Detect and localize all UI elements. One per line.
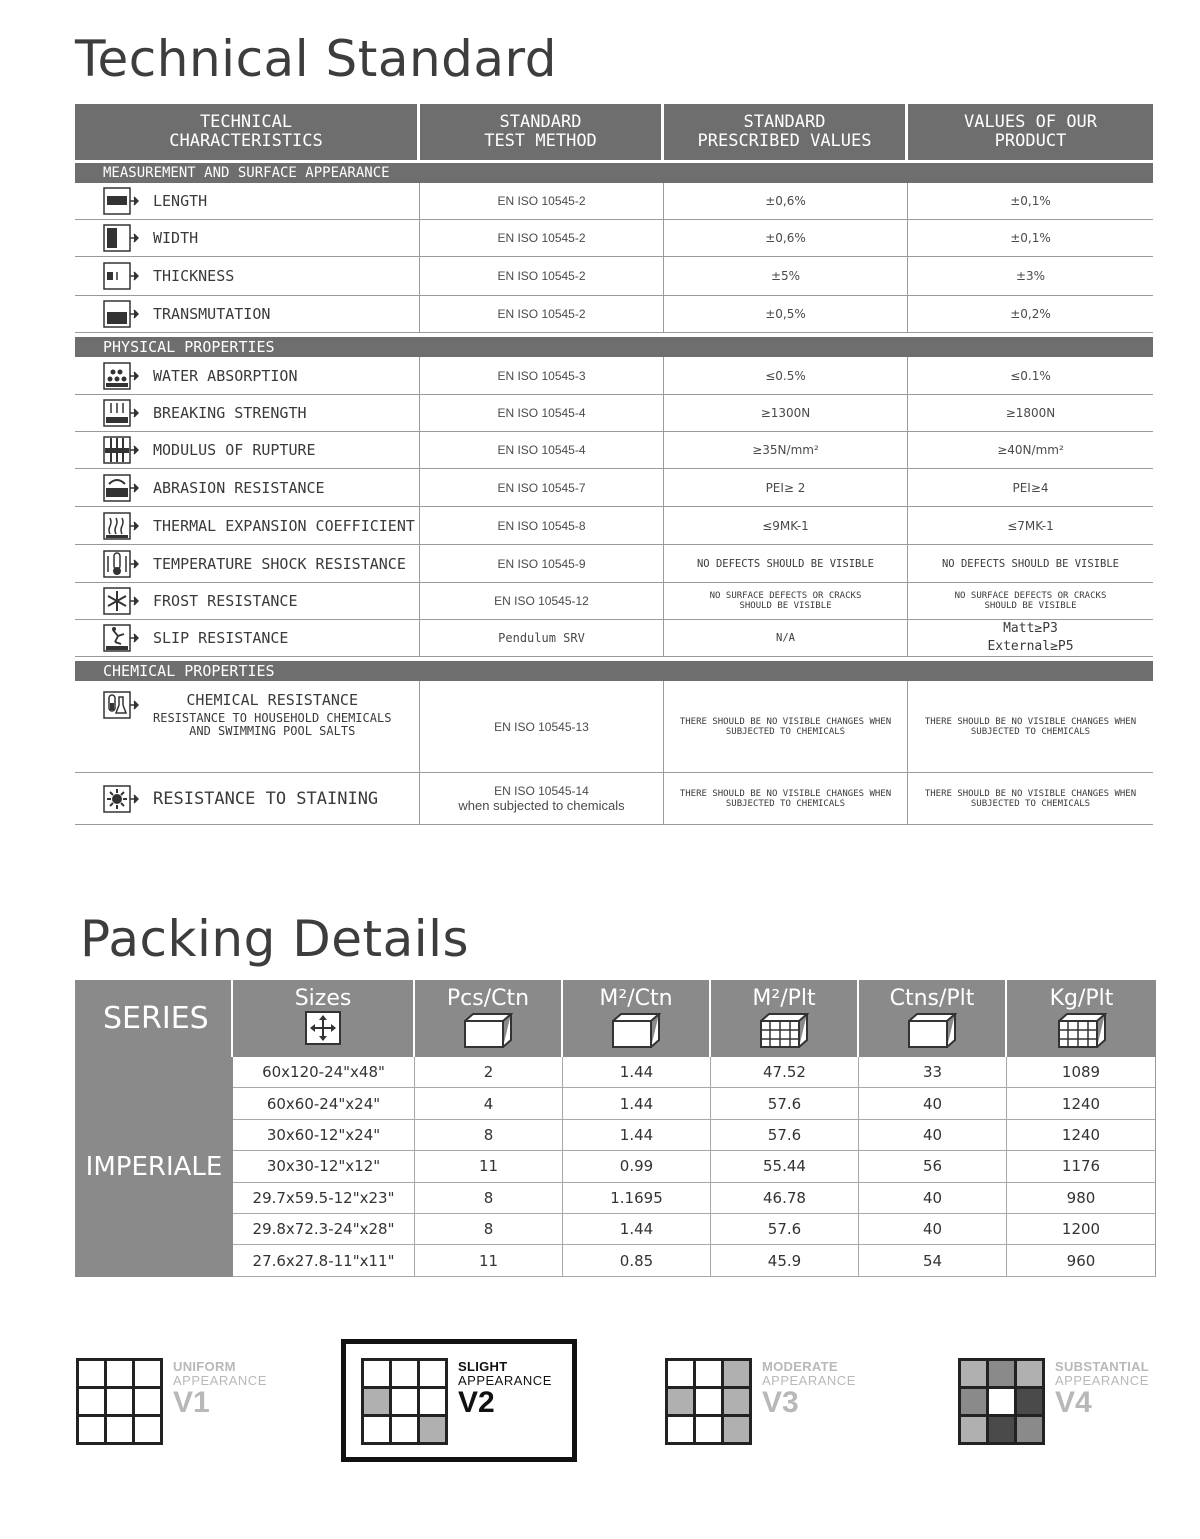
size-cell: 29.8x72.3-24"x28"	[233, 1214, 415, 1244]
characteristic-cell	[75, 220, 420, 256]
value-cell: 11	[415, 1245, 563, 1275]
width-icon	[103, 224, 139, 252]
grade-label	[1055, 1360, 1149, 1418]
table-row	[75, 432, 1153, 469]
characteristic-subname: RESISTANCE TO HOUSEHOLD CHEMICALS AND SWIMMING POOL SALTS	[153, 711, 392, 738]
table-row	[75, 545, 1153, 583]
series-name: IMPERIALE	[75, 1057, 233, 1277]
tile-cell	[364, 1417, 389, 1442]
characteristic-name: FROST RESISTANCE	[153, 592, 298, 610]
value-cell: 2	[415, 1057, 563, 1087]
product-value: PEI≥4	[1012, 480, 1049, 495]
characteristic-label-group	[153, 267, 234, 285]
technical-table-header	[75, 104, 1153, 160]
table-row	[75, 469, 1153, 507]
prescribed-value: NO SURFACE DEFECTS OR CRACKS SHOULD BE VISIBLE	[664, 583, 908, 619]
packing-details-title: Packing Details	[80, 910, 470, 968]
characteristic-name: LENGTH	[153, 192, 208, 210]
pallet-icon	[759, 1011, 809, 1049]
product-value: ≥40N/mm²	[997, 443, 1064, 457]
thermal-expansion-icon	[103, 512, 139, 540]
test-method-cell	[420, 395, 664, 431]
header-sizes: Sizes	[233, 980, 415, 1057]
prescribed-value: ≥35N/mm²	[664, 432, 908, 468]
tile-cell	[420, 1361, 445, 1386]
section-band: PHYSICAL PROPERTIES	[75, 337, 1153, 357]
chemical-icon	[103, 691, 139, 719]
size-cell: 60x60-24"x24"	[233, 1088, 415, 1118]
table-row	[75, 220, 1153, 257]
section-band: CHEMICAL PROPERTIES	[75, 661, 1153, 681]
thermometer-icon	[103, 550, 139, 578]
characteristic-cell	[75, 507, 420, 544]
prescribed-value: NO DEFECTS SHOULD BE VISIBLE	[664, 545, 908, 582]
characteristic-cell	[75, 681, 420, 772]
test-method-cell	[420, 507, 664, 544]
characteristic-cell	[75, 432, 420, 468]
staining-icon	[103, 785, 139, 813]
technical-table-body	[75, 163, 1153, 825]
prescribed-value: ≤9MK-1	[664, 507, 908, 544]
tile-cell	[961, 1361, 986, 1386]
characteristic-name: CHEMICAL RESISTANCE	[186, 691, 358, 709]
header-m2-plt: M²/Plt	[711, 980, 859, 1057]
characteristic-cell	[75, 620, 420, 656]
tile-cell	[364, 1389, 389, 1414]
value-cell: 40	[859, 1214, 1007, 1244]
value-cell: 1240	[1061, 1094, 1101, 1113]
table-row	[233, 1151, 1155, 1182]
tile-cell	[79, 1361, 104, 1386]
product-value: ±3%	[1015, 269, 1046, 283]
characteristic-name: TEMPERATURE SHOCK RESISTANCE	[153, 554, 406, 573]
characteristic-name: TRANSMUTATION	[153, 305, 271, 323]
tile-cell	[989, 1417, 1014, 1442]
product-value: NO DEFECTS SHOULD BE VISIBLE	[941, 557, 1119, 570]
characteristic-label-group	[153, 629, 288, 647]
table-row	[233, 1057, 1155, 1088]
value-cell: 1.44	[563, 1088, 711, 1118]
header-test-method: STANDARD TEST METHOD	[420, 104, 664, 160]
value-cell: 1176	[1061, 1157, 1101, 1176]
header-m2-ctn: M²/Ctn	[563, 980, 711, 1057]
value-cell: 1089	[1061, 1063, 1101, 1082]
value-cell: 960	[1066, 1251, 1096, 1270]
table-row	[75, 357, 1153, 395]
tile-cell	[364, 1361, 389, 1386]
modulus-rupture-icon	[103, 436, 139, 464]
snowflake-icon	[103, 587, 139, 615]
packing-table-body	[75, 1057, 1156, 1277]
value-cell: 0.99	[563, 1151, 711, 1181]
tile-cell	[135, 1389, 160, 1414]
header-characteristics: TECHNICAL CHARACTERISTICS	[75, 104, 420, 160]
test-method-cell	[420, 681, 664, 772]
characteristic-label-group	[153, 592, 298, 610]
value-cell: 55.44	[711, 1151, 859, 1181]
prescribed-value: ≥1300N	[664, 395, 908, 431]
tile-cell	[961, 1389, 986, 1414]
tile-cell	[420, 1417, 445, 1442]
value-cell: 8	[415, 1214, 563, 1244]
characteristic-cell	[75, 296, 420, 332]
table-row	[75, 257, 1153, 296]
grade-title: SUBSTANTIAL	[1055, 1359, 1150, 1374]
test-method: EN ISO 10545-8	[497, 518, 586, 533]
test-method-cell	[420, 432, 664, 468]
thickness-icon	[103, 262, 139, 290]
product-value: ±0,1%	[1010, 231, 1051, 245]
table-row	[75, 183, 1153, 220]
value-cell: 54	[859, 1245, 1007, 1275]
grade-title: UNIFORM	[173, 1359, 236, 1374]
test-method-cell	[420, 257, 664, 295]
move-arrows-icon	[305, 1011, 341, 1045]
product-value: THERE SHOULD BE NO VISIBLE CHANGES WHEN SUBJECTED TO CHEMICALS	[924, 716, 1137, 737]
characteristic-cell	[75, 469, 420, 506]
value-cell: 40	[859, 1183, 1007, 1213]
test-method: EN ISO 10545-4	[497, 443, 586, 457]
table-row	[233, 1245, 1155, 1276]
tile-grid-icon	[361, 1358, 448, 1445]
tile-grid-icon	[76, 1358, 163, 1445]
grade-v1	[76, 1358, 267, 1445]
test-method-cell	[420, 620, 664, 656]
grade-subtitle: APPEARANCE	[1055, 1373, 1149, 1388]
product-value: ≤0.1%	[1010, 368, 1051, 383]
packing-table-header	[75, 980, 1156, 1057]
tile-grid-icon	[958, 1358, 1045, 1445]
grade-label	[458, 1360, 552, 1418]
characteristic-cell	[75, 583, 420, 619]
section-band: MEASUREMENT AND SURFACE APPEARANCE	[75, 163, 1153, 183]
tile-cell	[79, 1389, 104, 1414]
packing-rows	[233, 1057, 1156, 1277]
characteristic-label-group	[153, 691, 391, 738]
grade-subtitle: APPEARANCE	[458, 1373, 552, 1388]
test-method-cell	[420, 220, 664, 256]
characteristic-label-group	[153, 404, 307, 422]
product-value: Matt≥P3 External≥P5	[987, 621, 1074, 654]
grade-v3	[665, 1358, 856, 1445]
water-absorption-icon	[103, 362, 139, 390]
tile-cell	[392, 1417, 417, 1442]
tile-cell	[724, 1389, 749, 1414]
value-cell: 1.44	[563, 1120, 711, 1150]
test-method-cell	[420, 773, 664, 824]
table-row	[75, 395, 1153, 432]
tile-cell	[724, 1417, 749, 1442]
characteristic-cell	[75, 545, 420, 582]
characteristic-name: RESISTANCE TO STAINING	[153, 788, 379, 809]
table-row	[75, 583, 1153, 620]
test-method: EN ISO 10545-13	[494, 719, 589, 734]
tile-cell	[392, 1389, 417, 1414]
value-cell: 56	[859, 1151, 1007, 1181]
tile-cell	[724, 1361, 749, 1386]
test-method: EN ISO 10545-2	[497, 269, 586, 283]
header-prescribed-values: STANDARD PRESCRIBED VALUES	[664, 104, 908, 160]
tile-cell	[696, 1417, 721, 1442]
prescribed-value: ≤0.5%	[664, 357, 908, 394]
value-cell: 4	[415, 1088, 563, 1118]
test-method: EN ISO 10545-7	[497, 480, 586, 495]
transmutation-icon	[103, 300, 139, 328]
carton-icon	[907, 1011, 957, 1049]
test-method: EN ISO 10545-9	[497, 556, 586, 571]
test-method: EN ISO 10545-3	[497, 368, 586, 383]
test-method-cell	[420, 183, 664, 219]
packing-table	[75, 980, 1156, 1277]
grade-code: V2	[458, 1386, 495, 1419]
value-cell: 57.6	[711, 1214, 859, 1244]
grade-label	[173, 1360, 267, 1418]
header-ctns-plt: Ctns/Plt	[859, 980, 1007, 1057]
test-method: EN ISO 10545-2	[497, 194, 586, 208]
tile-cell	[989, 1361, 1014, 1386]
tile-cell	[1017, 1389, 1042, 1414]
value-cell: 57.6	[711, 1088, 859, 1118]
tile-cell	[1017, 1361, 1042, 1386]
prescribed-value: ±0,5%	[664, 296, 908, 332]
table-row	[233, 1214, 1155, 1245]
prescribed-value: THERE SHOULD BE NO VISIBLE CHANGES WHEN SUBJECTED TO CHEMICALS	[664, 681, 908, 772]
table-row	[75, 296, 1153, 333]
value-cell: 0.85	[563, 1245, 711, 1275]
prescribed-value: ±5%	[664, 257, 908, 295]
value-cell: 40	[859, 1088, 1007, 1118]
tile-cell	[696, 1361, 721, 1386]
slip-icon	[103, 624, 139, 652]
tile-cell	[668, 1361, 693, 1386]
grade-v2	[361, 1358, 552, 1445]
test-method: Pendulum SRV	[498, 631, 585, 645]
test-method: EN ISO 10545-14	[494, 784, 589, 798]
value-cell: 8	[415, 1183, 563, 1213]
test-method-cell	[420, 357, 664, 394]
value-cell: 11	[415, 1151, 563, 1181]
characteristic-name: MODULUS OF RUPTURE	[153, 441, 316, 459]
tile-cell	[668, 1417, 693, 1442]
breaking-strength-icon	[103, 399, 139, 427]
value-cell: 1200	[1061, 1220, 1101, 1239]
characteristic-label-group	[153, 229, 198, 247]
test-method-cell	[420, 469, 664, 506]
characteristic-name: WIDTH	[153, 229, 199, 247]
pallet-icon	[1057, 1011, 1107, 1049]
characteristic-name: SLIP RESISTANCE	[153, 629, 289, 647]
table-row	[233, 1088, 1155, 1119]
size-cell: 29.7x59.5-12"x23"	[233, 1183, 415, 1213]
test-method: EN ISO 10545-12	[494, 594, 589, 608]
characteristic-label-group	[153, 555, 406, 573]
abrasion-icon	[103, 474, 139, 502]
table-row	[75, 620, 1153, 657]
header-pcs-ctn: Pcs/Ctn	[415, 980, 563, 1057]
tile-cell	[420, 1389, 445, 1414]
grade-subtitle: APPEARANCE	[173, 1373, 267, 1388]
tile-cell	[696, 1389, 721, 1414]
product-value: ≥1800N	[1005, 406, 1056, 420]
size-cell: 60x120-24"x48"	[233, 1057, 415, 1087]
characteristic-label-group	[153, 367, 298, 385]
characteristic-name: THICKNESS	[153, 267, 235, 285]
value-cell: 47.52	[711, 1057, 859, 1087]
prescribed-value: THERE SHOULD BE NO VISIBLE CHANGES WHEN SUBJECTED TO CHEMICALS	[664, 773, 908, 824]
tile-cell	[135, 1417, 160, 1442]
grade-subtitle: APPEARANCE	[762, 1373, 856, 1388]
characteristic-label-group	[153, 192, 207, 210]
tile-cell	[392, 1361, 417, 1386]
characteristic-label-group	[153, 305, 270, 323]
test-method-note: when subjected to chemicals	[458, 798, 625, 813]
carton-icon	[611, 1011, 661, 1049]
product-value: ≤7MK-1	[1007, 518, 1054, 533]
characteristic-label-group	[153, 789, 378, 809]
characteristic-label-group	[153, 479, 325, 497]
tile-cell	[135, 1361, 160, 1386]
test-method: EN ISO 10545-2	[497, 231, 586, 245]
grade-label	[762, 1360, 856, 1418]
size-cell: 27.6x27.8-11"x11"	[233, 1245, 415, 1275]
size-cell: 30x60-12"x24"	[233, 1120, 415, 1150]
table-row	[233, 1183, 1155, 1214]
test-method-cell	[420, 583, 664, 619]
tile-cell	[107, 1389, 132, 1414]
tile-cell	[668, 1389, 693, 1414]
grade-code: V3	[762, 1386, 799, 1419]
grade-code: V4	[1055, 1386, 1092, 1419]
characteristic-label-group	[153, 441, 316, 459]
characteristic-name: THERMAL EXPANSION COEFFICIENT	[153, 516, 415, 535]
value-cell: 57.6	[711, 1120, 859, 1150]
product-value: ±0,1%	[1010, 194, 1051, 208]
table-row	[75, 773, 1153, 825]
tile-cell	[961, 1417, 986, 1442]
characteristic-label-group	[153, 517, 415, 535]
characteristic-cell	[75, 357, 420, 394]
technical-standard-title: Technical Standard	[75, 30, 557, 88]
table-row	[75, 507, 1153, 545]
characteristic-cell	[75, 183, 420, 219]
table-row	[75, 681, 1153, 773]
grade-title: SLIGHT	[458, 1359, 508, 1374]
prescribed-value: N/A	[664, 620, 908, 656]
size-cell: 30x30-12"x12"	[233, 1151, 415, 1181]
characteristic-name: BREAKING STRENGTH	[153, 404, 307, 422]
test-method-cell	[420, 545, 664, 582]
tile-cell	[989, 1389, 1014, 1414]
characteristic-cell	[75, 257, 420, 295]
length-icon	[103, 187, 139, 215]
value-cell: 8	[415, 1120, 563, 1150]
grade-v4	[958, 1358, 1149, 1445]
header-series: SERIES	[75, 980, 233, 1057]
test-method: EN ISO 10545-2	[497, 307, 586, 321]
product-value: ±0,2%	[1010, 307, 1051, 321]
prescribed-value: ±0,6%	[664, 220, 908, 256]
value-cell: 980	[1066, 1188, 1096, 1207]
product-value: NO SURFACE DEFECTS OR CRACKS SHOULD BE VISIBLE	[954, 591, 1107, 611]
characteristic-cell	[75, 773, 420, 824]
tile-cell	[107, 1361, 132, 1386]
value-cell: 1.44	[563, 1057, 711, 1087]
test-method-group	[458, 784, 624, 813]
value-cell: 46.78	[711, 1183, 859, 1213]
value-cell: 33	[859, 1057, 1007, 1087]
value-cell: 40	[859, 1120, 1007, 1150]
tile-cell	[79, 1417, 104, 1442]
header-product-values: VALUES OF OUR PRODUCT	[908, 104, 1153, 160]
product-value: THERE SHOULD BE NO VISIBLE CHANGES WHEN SUBJECTED TO CHEMICALS	[924, 788, 1137, 809]
table-row	[233, 1120, 1155, 1151]
technical-table	[75, 104, 1153, 825]
value-cell: 1.44	[563, 1214, 711, 1244]
test-method: EN ISO 10545-4	[497, 406, 586, 420]
value-cell: 1.1695	[563, 1183, 711, 1213]
prescribed-value: PEI≥ 2	[664, 469, 908, 506]
characteristic-name: WATER ABSORPTION	[153, 366, 298, 385]
test-method-cell	[420, 296, 664, 332]
value-cell: 45.9	[711, 1245, 859, 1275]
characteristic-name: ABRASION RESISTANCE	[153, 478, 325, 497]
grade-code: V1	[173, 1386, 210, 1419]
prescribed-value: ±0,6%	[664, 183, 908, 219]
tile-cell	[107, 1417, 132, 1442]
characteristic-cell	[75, 395, 420, 431]
carton-icon	[463, 1011, 513, 1049]
tile-grid-icon	[665, 1358, 752, 1445]
grade-title: MODERATE	[762, 1359, 838, 1374]
value-cell: 1240	[1061, 1125, 1101, 1144]
tile-cell	[1017, 1417, 1042, 1442]
header-kg-plt: Kg/Plt	[1007, 980, 1156, 1057]
